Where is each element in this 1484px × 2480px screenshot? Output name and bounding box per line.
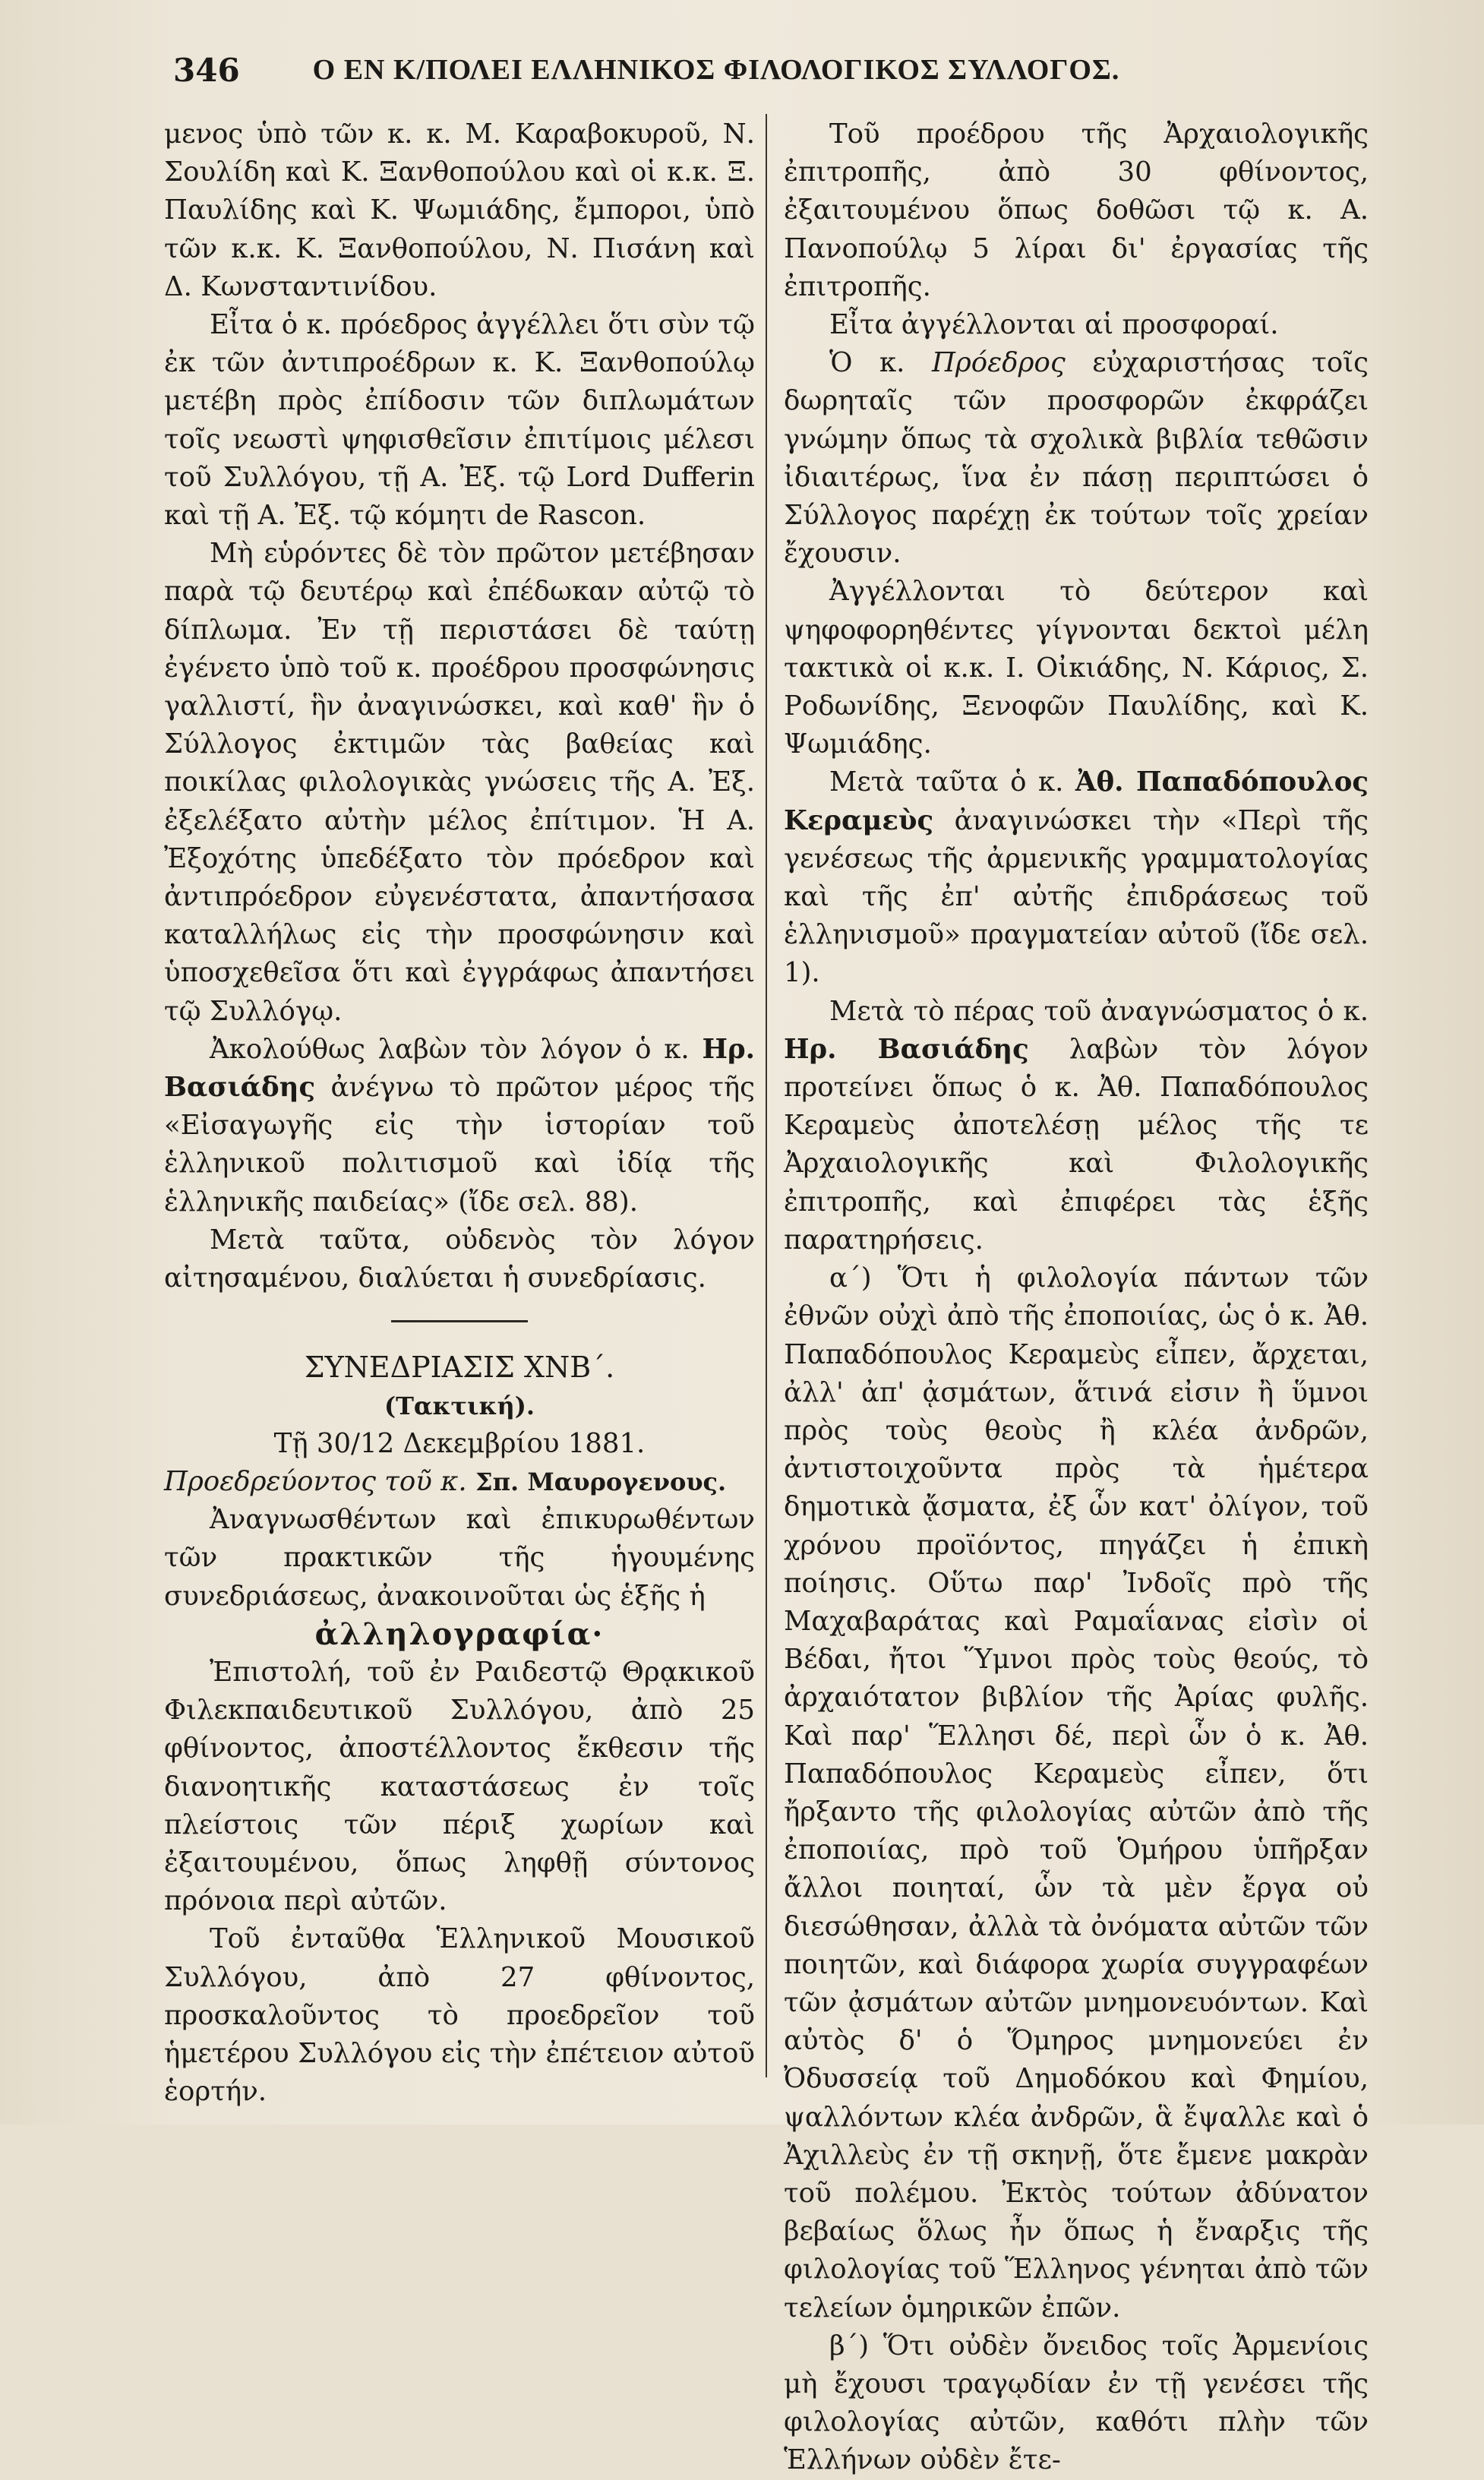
presiding-name: Σπ. Μαυρογενους.: [475, 1467, 727, 1496]
left-column: [164, 115, 755, 2111]
paragraph: α΄) Ὅτι ἡ φιλολογία πάντων τῶν ἐθνῶν οὐχὶ ἀπὸ τῆς ἐποποιίας, ὡς ὁ κ. Ἀθ. Παπαδόπουλος Κεραμεὺς εἶπεν, ἄρχεται, ἀλλ' ἀπ' ᾀσμάτων, ἅτινά εἰσιν ἢ ὕμνοι πρὸς τοὺς θεοὺς ἢ κλέα ἀνδρῶν, ἀντιστοιχοῦντα πρὸς τὰ ἡμέτερα δημοτικὰ ᾄσματα, ἐξ ὧν κατ' ὀλίγον, τοῦ χρόνου προϊόντος, πηγάζει ἡ ἐπικὴ ποίησις. Οὕτω παρ' Ἰνδοῖς πρὸ τῆς Μαχαβαράτας καὶ Ραμαΐανας εἰσὶν οἱ Βέδαι, ἤτοι Ὕμνοι πρὸς τοὺς θεούς, τὸ ἀρχαιότατον βιβλίον τῆς Ἀρίας φυλῆς. Καὶ παρ' Ἕλλησι δέ, περὶ ὧν ὁ κ. Ἀθ. Παπαδόπουλος Κεραμεὺς εἶπεν, ὅτι ἤρξαντο τῆς φιλολογίας αὐτῶν ἀπὸ τῆς ἐποποιίας, πρὸ τοῦ Ὁμήρου ὑπῆρξαν ἄλλοι ποιηταί, ὧν τὰ μὲν ἔργα οὐ διεσώθησαν, ἀλλὰ τὰ ὀνόματα αὐτῶν τῶν ποιητῶν, καὶ διάφορα χωρία συγγραφέων τῶν ᾀσμάτων αὐτῶν μνημονευόντων. Καὶ αὐτὸς δ' ὁ Ὅμηρος μνημονεύει ἐν Ὀδυσσείᾳ τοῦ Δημοδόκου καὶ Φημίου, ψαλλόντων κλέα ἀνδρῶν, ἃ ἔψαλλε καὶ ὁ Ἀχιλλεὺς ἐν τῇ σκηνῇ, ὅτε ἔμενε μακρὰν τοῦ πολέμου. Ἐκτὸς τούτων ἀδύνατον βεβαίως ὅλως ἦν ὅπως ἡ ἔναρξις τῆς φιλολογίας τοῦ Ἕλληνος γένηται ἀπὸ τῶν τελείων ὁμηρικῶν ἐπῶν.: [784, 1262, 1369, 2324]
speaker-name: Ηρ. Βασιάδης: [784, 1033, 1029, 1065]
text-run: λαβὼν τὸν λόγον προτείνει ὅπως ὁ κ. Ἀθ. Παπαδόπουλος Κεραμεὺς ἀποτελέσῃ μέλος τῆς τε Ἀρχαιολογικῆς καὶ Φιλολογικῆς ἐπιτροπῆς, καὶ ἐπιφέρει τὰς ἑξῆς παρατηρήσεις.: [784, 1033, 1369, 1256]
section-divider: [391, 1320, 528, 1322]
text-run: Ὁ κ.: [829, 347, 905, 379]
speaker-name: Ηρ. Βασιάδης: [164, 1033, 755, 1104]
page-header: [173, 52, 1183, 97]
text-run: Μετὰ ταῦτα ὁ κ.: [829, 766, 1064, 798]
text-run: Ἀκολούθως λαβὼν τὸν λόγον ὁ κ.: [210, 1033, 690, 1065]
running-title: Ο ΕΝ Κ/ΠΟΛΕΙ ΕΛΛΗΝΙΚΟΣ ΦΙΛΟΛΟΓΙΚΟΣ ΣΥΛΛΟΓΟΣ.: [312, 54, 1120, 86]
page-number: 346: [173, 52, 240, 89]
text-run: ἀνέγνω τὸ πρῶτον μέρος τῆς «Εἰσαγωγῆς εἰς τὴν ἱστορίαν τοῦ ἑλληνικοῦ πολιτισμοῦ καὶ ἰδίᾳ τῆς ἑλληνικῆς παιδείας» (ἴδε σελ. 88).: [164, 1072, 755, 1218]
column-rule: [766, 114, 767, 2077]
text-run: Μετὰ τὸ πέρας τοῦ ἀναγνώσματος ὁ κ.: [829, 995, 1369, 1027]
paragraph: β΄) Ὅτι οὐδὲν ὄνειδος τοῖς Ἀρμενίοις μὴ ἔχουσι τραγῳδίαν ἐν τῇ γενέσει τῆς φιλολογίας αὐτῶν, καθότι πλὴν τῶν Ἑλλήνων οὐδὲν ἔτε-: [784, 2330, 1369, 2476]
presiding-line: [164, 1463, 755, 1501]
paragraph: Εἶτα ὁ κ. πρόεδρος ἀγγέλλει ὅτι σὺν τῷ ἐκ τῶν ἀντιπροέδρων κ. Κ. Ξανθοπούλῳ μετέβη πρὸς ἐπίδοσιν τῶν διπλωμάτων τοῖς νεωστὶ ψηφισθεῖσιν ἐπιτίμοις μέλεσι τοῦ Συλλόγου, τῇ Α. Ἐξ. τῷ Lord Dufferin καὶ τῇ Α. Ἐξ. τῷ κόμητι de Rascon.: [164, 309, 755, 532]
paragraph: Ἀγγέλλονται τὸ δεύτερον καὶ ψηφοφορηθέντες γίγνονται δεκτοὶ μέλη τακτικὰ οἱ κ.κ. Ι. Οἰκιάδης, Ν. Κάριος, Σ. Ροδωνίδης, Ξενοφῶν Παυλίδης, καὶ Κ. Ψωμιάδης.: [784, 576, 1369, 760]
paragraph: [164, 1031, 755, 1221]
correspondence-heading: ἀλληλογραφία·: [314, 1616, 605, 1652]
right-column: [784, 115, 1369, 2480]
paragraph: [784, 993, 1369, 1259]
speaker-name: Ἀθ. Παπαδόπουλος Κεραμεὺς: [784, 766, 1369, 836]
paragraph: μενος ὑπὸ τῶν κ. κ. Μ. Καραβοκυροῦ, Ν. Σουλίδη καὶ Κ. Ξανθοπούλου καὶ οἱ κ.κ. Ξ. Παυλίδης καὶ Κ. Ψωμιάδης, ἔμποροι, ὑπὸ τῶν κ.κ. Κ. Ξανθοπούλου, Ν. Πισάνη καὶ Δ. Κωνσταντινίδου.: [164, 118, 755, 302]
paragraph: Μετὰ ταῦτα, οὐδενὸς τὸν λόγον αἰτησαμένου, διαλύεται ἡ συνεδρίασις.: [164, 1224, 755, 1294]
paragraph: [784, 763, 1369, 992]
session-date: Τῇ 30/12 Δεκεμβρίου 1881.: [273, 1427, 646, 1459]
presiding-label: Προεδρεύοντος τοῦ κ.: [164, 1465, 467, 1497]
paragraph: Ἐπιστολή, τοῦ ἐν Ραιδεστῷ Θρᾳκικοῦ Φιλεκπαιδευτικοῦ Συλλόγου, ἀπὸ 25 φθίνοντος, ἀποστέλλοντος ἔκθεσιν τῆς διανοητικῆς καταστάσεως ἐν τοῖς πλείστοις τῶν πέριξ χωρίων καὶ ἐξαιτουμένου, ὅπως ληφθῇ σύντονος πρόνοια περὶ αὐτῶν.: [164, 1656, 755, 1917]
paragraph: Εἶτα ἀγγέλλονται αἱ προσφοραί.: [829, 309, 1279, 341]
session-type: (Τακτική).: [384, 1391, 535, 1420]
paragraph: Τοῦ προέδρου τῆς Ἀρχαιολογικῆς ἐπιτροπῆς, ἀπὸ 30 φθίνοντος, ἐξαιτουμένου ὅπως δοθῶσι τῷ κ. Α. Πανοπούλῳ 5 λίραι δι' ἐργασίας τῆς ἐπιτροπῆς.: [784, 118, 1369, 302]
paragraph: Μὴ εὑρόντες δὲ τὸν πρῶτον μετέβησαν παρὰ τῷ δευτέρῳ καὶ ἐπέδωκαν αὐτῷ τὸ δίπλωμα. Ἐν τῇ περιστάσει δὲ ταύτῃ ἐγένετο ὑπὸ τοῦ κ. προέδρου προσφώνησις γαλλιστί, ἣν ἀναγινώσκει, καὶ καθ' ἣν ὁ Σύλλογος ἐκτιμῶν τὰς βαθείας καὶ ποικίλας φιλολογικὰς γνώσεις τῆς Α. Ἐξ. ἐξελέξατο αὐτὴν μέλος ἐπίτιμον. Ἡ Α. Ἐξοχότης ὑπεδέξατο τὸν πρόεδρον καὶ ἀντιπρόεδρον εὐγενέστατα, ἀπαντήσασα καταλλήλως εἰς τὴν προσφώνησιν καὶ ὑποσχεθεῖσα ὅτι καὶ ἐγγράφως ἀπαντήσει τῷ Συλλόγῳ.: [164, 538, 755, 1027]
speaker-role: Πρόεδρος: [931, 347, 1066, 379]
text-run: ἀναγινώσκει τὴν «Περὶ τῆς γενέσεως τῆς ἀρμενικῆς γραμματολογίας καὶ τῆς ἐπ' αὐτῆς ἐπιδράσεως τοῦ ἑλληνισμοῦ» πραγματείαν αὐτοῦ (ἴδε σελ. 1).: [784, 804, 1369, 989]
paragraph: Τοῦ ἐνταῦθα Ἑλληνικοῦ Μουσικοῦ Συλλόγου, ἀπὸ 27 φθίνοντος, προσκαλοῦντος τὸ προεδρεῖον τοῦ ἡμετέρου Συλλόγου εἰς τὴν ἐπέτειον αὐτοῦ ἑορτήν.: [164, 1923, 755, 2108]
paragraph: Ἀναγνωσθέντων καὶ ἐπικυρωθέντων τῶν πρακτικῶν τῆς ἡγουμένης συνεδριάσεως, ἀνακοινοῦται ὡς ἑξῆς ἡ: [164, 1504, 755, 1612]
text-run: εὐχαριστήσας τοῖς δωρηταῖς τῶν προσφορῶν ἐκφράζει γνώμην ὅπως τὰ σχολικὰ βιβλία τεθῶσιν ἰδιαιτέρως, ἵνα ἐν πάσῃ περιπτώσει ὁ Σύλλογος παρέχῃ ἐκ τούτων τοῖς χρείαν ἔχουσιν.: [784, 347, 1369, 570]
session-title: ΣΥΝΕΔΡΙΑΣΙΣ ΧΝΒ΄.: [304, 1351, 615, 1385]
paragraph: [784, 344, 1369, 573]
